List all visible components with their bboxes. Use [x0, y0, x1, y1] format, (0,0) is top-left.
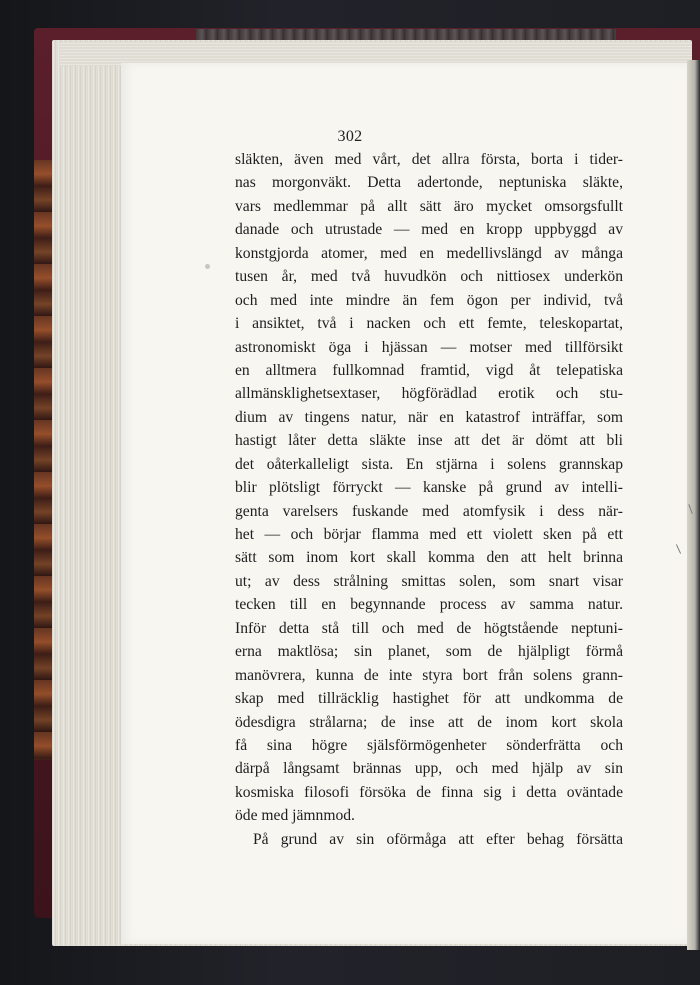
text-line: erna maktlösa; sin planet, som de hjälpligt förmå — [235, 643, 623, 661]
text-line: astronomiskt öga i hjässan — motser med tillförsikt — [235, 338, 623, 356]
text-line: släkten, även med vårt, det allra första, borta i tider- — [235, 151, 623, 168]
text-line: skap med tillräcklig hastighet för att undkomma de — [235, 690, 623, 708]
text-line: ut; av dess strålning smittas solen, som snart visar — [235, 572, 623, 590]
paper-spot — [205, 264, 210, 269]
text-line: danade och utrustade — med en kropp uppbyggd av — [235, 221, 623, 239]
text-line: en alltmera fullkomnad framtid, vigd åt telepatiska — [235, 361, 623, 379]
text-line: het — och börjar flamma med ett violett sken på ett — [235, 526, 623, 543]
text-line: och med inte mindre än fem ögon per individ, två — [235, 291, 623, 309]
text-line: sätt som inom kort skall komma den att helt brinna — [235, 549, 623, 567]
text-line: allmänsklighetsextaser, högförädlad erotik och stu- — [235, 385, 623, 403]
text-line: ödesdigra strålarna; de inse att de inom kort skola — [235, 713, 623, 731]
text-line: manövrera, kunna de inte styra bort från solens grann- — [235, 666, 623, 684]
text-line: dium av tingens natur, när en katastrof inträffar, som — [235, 408, 623, 426]
text-line: På grund av sin oförmåga att efter behag försätta — [253, 830, 623, 848]
text-line: blir plötsligt förryckt — kanske på grund av intelli- — [235, 479, 623, 497]
text-line: tecken till en begynnande process av samma natur. — [235, 596, 623, 614]
text-line: kosmiska filosofi försöka de finna sig i detta oväntade — [235, 783, 623, 801]
body-text — [235, 148, 623, 851]
text-line: öde med jämnmod. — [235, 807, 355, 825]
text-line: nas morgonväkt. Detta adertonde, neptuniska släkte, — [235, 174, 623, 192]
text-line: Inför detta stå till och med de högtstående neptuni- — [235, 619, 623, 637]
text-line: vars medlemmar på allt sätt äro mycket omsorgsfullt — [235, 197, 623, 215]
text-line: därpå långsamt brännas upp, och med hjälp av sin — [235, 760, 623, 778]
text-line: konstgjorda atomer, med en medellivslängd av många — [235, 244, 623, 262]
page-number: 302 — [337, 128, 363, 145]
text-line: i ansiktet, två i nacken och ett femte, teleskopartat, — [235, 315, 623, 333]
text-line: genta varelsers fuskande med atomfysik i dess när- — [235, 502, 623, 520]
text-line: det oåterkalleligt sista. En stjärna i solens grannskap — [235, 455, 623, 473]
text-line: få sina högre själsförmögenheter sönderfrätta och — [235, 736, 623, 754]
text-line: tusen år, med två huvudkön och nittiosex underkön — [235, 268, 623, 286]
text-line: hastigt låter detta släkte inse att det är dömt att bli — [235, 432, 623, 450]
